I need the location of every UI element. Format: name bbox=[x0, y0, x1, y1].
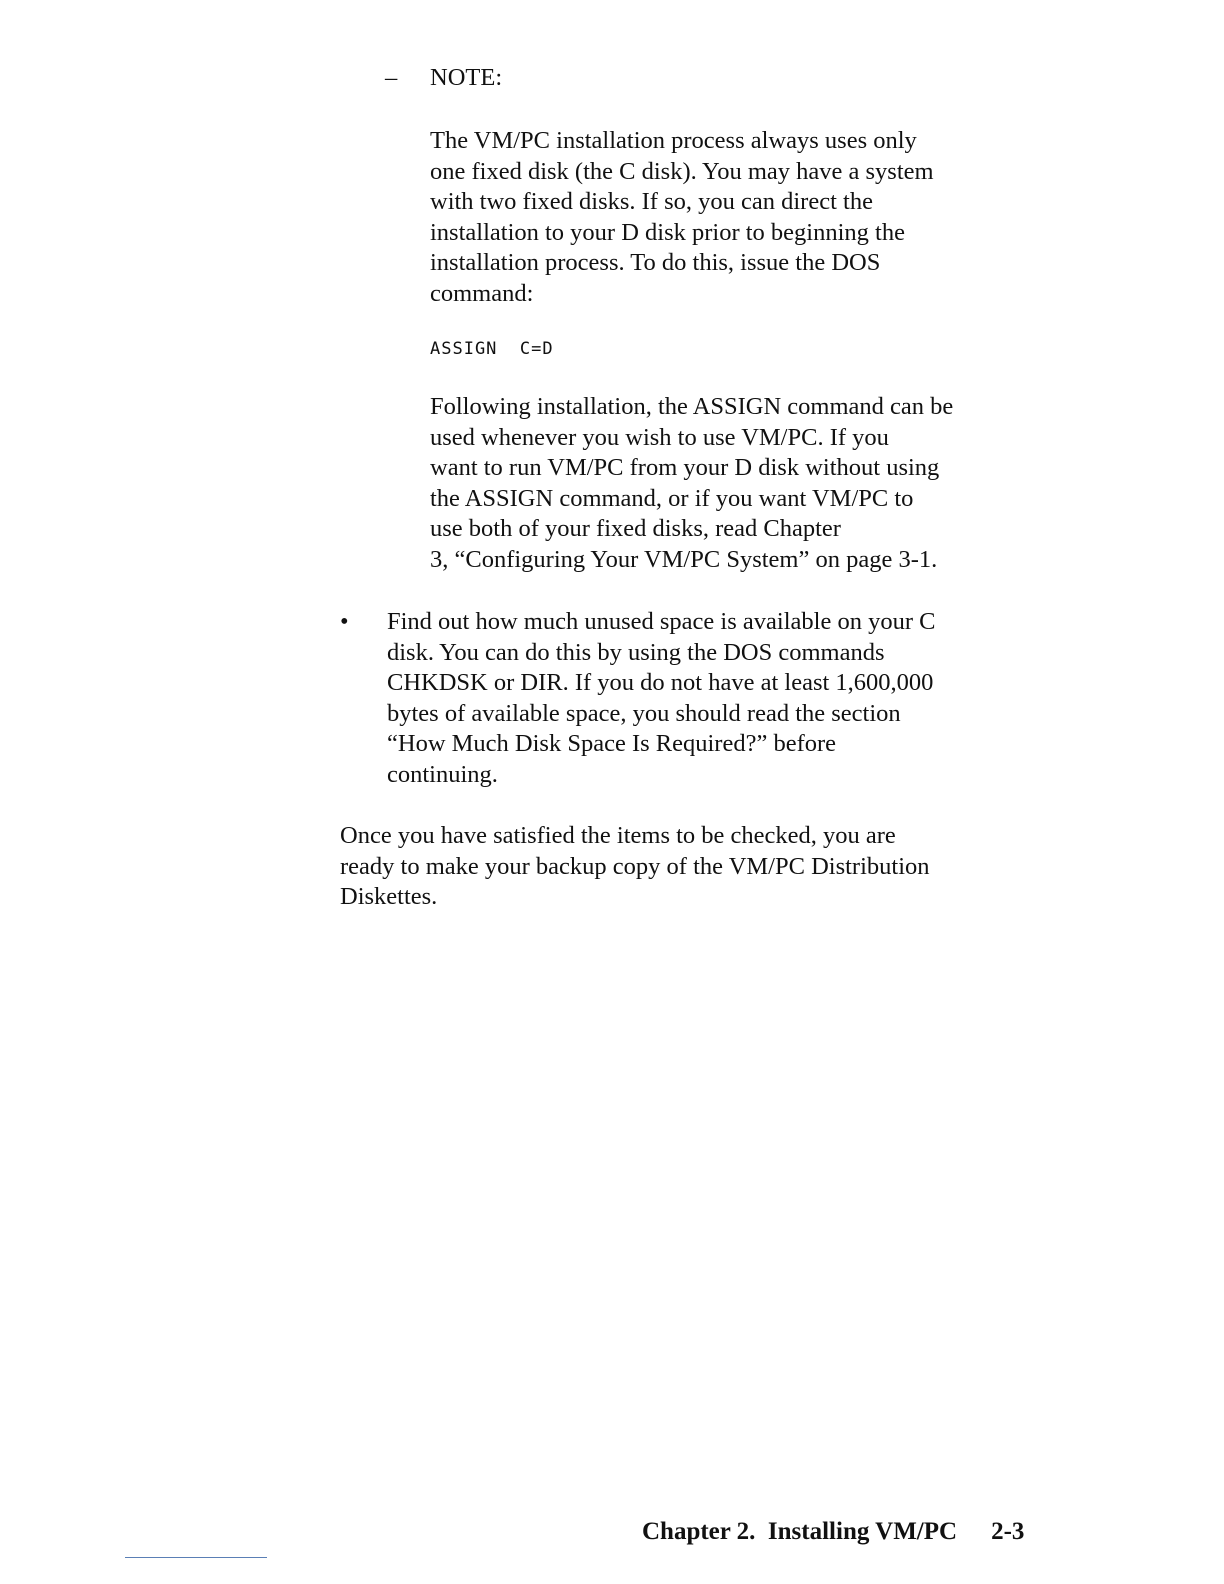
closing-paragraph bbox=[340, 821, 1030, 913]
text-line: used whenever you wish to use VM/PC. If you bbox=[430, 423, 889, 451]
assign-command-code: ASSIGN C=D bbox=[430, 339, 554, 359]
footer-divider bbox=[125, 1557, 267, 1558]
text-line: bytes of available space, you should read the section bbox=[387, 699, 901, 727]
text-line: disk. You can do this by using the DOS commands bbox=[387, 638, 885, 666]
text-line: use both of your fixed disks, read Chapter bbox=[430, 515, 841, 543]
text-line: The VM/PC installation process always uses only bbox=[430, 127, 917, 154]
footer-page-number: 2-3 bbox=[991, 1518, 1025, 1545]
bullet-paragraph bbox=[387, 607, 1027, 791]
text-line: want to run VM/PC from your D disk without using bbox=[430, 454, 940, 482]
text-line: installation to your D disk prior to beginning the bbox=[430, 218, 905, 246]
text-line: Find out how much unused space is available on your C bbox=[387, 608, 936, 635]
footer-chapter-title: Chapter 2. Installing VM/PC bbox=[642, 1518, 958, 1545]
page-footer bbox=[617, 1487, 1024, 1577]
text-line: Once you have satisfied the items to be checked, you are bbox=[340, 822, 896, 849]
bullet-marker: • bbox=[340, 608, 349, 635]
text-line: with two fixed disks. If so, you can direct the bbox=[430, 188, 873, 216]
text-line: Following installation, the ASSIGN command can be bbox=[430, 393, 954, 420]
note-paragraph-2 bbox=[430, 392, 1030, 576]
text-line: CHKDSK or DIR. If you do not have at least 1,600,000 bbox=[387, 669, 934, 697]
text-line: 3, “Configuring Your VM/PC System” on page 3-1. bbox=[430, 545, 938, 573]
text-line: ready to make your backup copy of the VM/PC Distribution bbox=[340, 852, 930, 880]
text-line: “How Much Disk Space Is Required?” before bbox=[387, 730, 837, 758]
text-line: command: bbox=[430, 279, 534, 307]
text-line: continuing. bbox=[387, 760, 498, 788]
text-line: Diskettes. bbox=[340, 883, 438, 911]
note-dash-marker: – bbox=[385, 64, 398, 91]
text-line: the ASSIGN command, or if you want VM/PC to bbox=[430, 484, 914, 512]
text-line: one fixed disk (the C disk). You may have a system bbox=[430, 157, 934, 185]
note-paragraph-1 bbox=[430, 126, 1030, 310]
text-line: installation process. To do this, issue the DOS bbox=[430, 249, 881, 277]
note-label: NOTE: bbox=[430, 64, 503, 91]
